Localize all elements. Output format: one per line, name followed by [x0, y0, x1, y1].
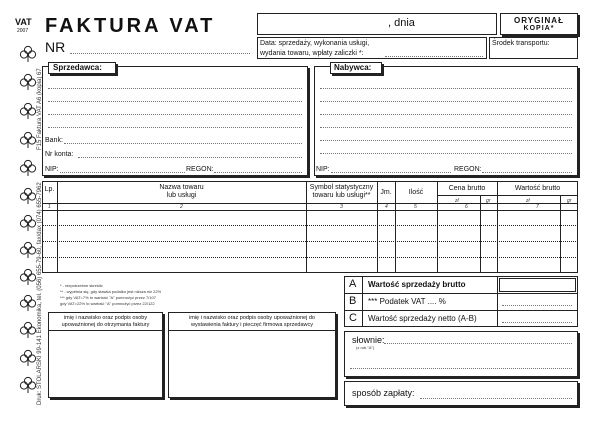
- buyer-box: [314, 63, 578, 176]
- clover-icon: [18, 320, 38, 340]
- buyer-nip-line[interactable]: [331, 172, 451, 173]
- form-code: F15 Faktura VAT A6 (kopia) 67: [37, 68, 43, 150]
- num-6: 6: [465, 204, 468, 210]
- col-symbol: Symbol statystyczny: [309, 184, 374, 191]
- receiver-signature-box[interactable]: [48, 312, 163, 398]
- col-jm: Jm.: [380, 189, 392, 196]
- seller-regon-line[interactable]: [214, 172, 302, 173]
- bank-label: Bank:: [45, 137, 63, 144]
- clover-icon: [18, 72, 38, 92]
- clover-icon: [18, 213, 38, 233]
- total-a-value[interactable]: [499, 278, 576, 292]
- total-c-value[interactable]: [502, 322, 572, 323]
- buyer-line-1[interactable]: [320, 88, 572, 89]
- seller-box: [42, 63, 308, 176]
- sale-date-label: Data: sprzedaży, wykonania usługi,: [260, 40, 370, 47]
- seller-line-1[interactable]: [48, 88, 302, 89]
- clover-icon: [18, 130, 38, 150]
- total-b-letter: B: [349, 295, 357, 307]
- words-line-1[interactable]: [384, 343, 572, 344]
- num-2: 2: [180, 204, 183, 210]
- nr-label: NR: [45, 39, 66, 55]
- num-3: 3: [340, 204, 343, 210]
- original-copy-box: [500, 13, 578, 35]
- note-1: * - niepotrzebne skreślić: [60, 283, 103, 288]
- words-hint: (z rub."A"): [356, 345, 375, 350]
- receiver-signature-label: imię i nazwisko oraz podpis osoby: [63, 315, 148, 321]
- clover-icon: [18, 101, 38, 121]
- vat-label: VAT: [15, 17, 32, 27]
- issuer-signature-label-2: wystawienia faktury i pieczęć firmowa sprzedawcy: [191, 322, 313, 328]
- clover-icon: [18, 267, 38, 287]
- bank-line[interactable]: [64, 143, 302, 144]
- buyer-regon-label: REGON:: [454, 166, 482, 173]
- seller-line-2[interactable]: [48, 101, 302, 102]
- date-field[interactable]: [257, 13, 497, 35]
- num-5: 5: [414, 204, 417, 210]
- price-gr: gr: [486, 198, 491, 204]
- buyer-nip-label: NIP:: [316, 166, 330, 173]
- account-line[interactable]: [78, 157, 302, 158]
- col-name: Nazwa towaru: [159, 184, 204, 191]
- clover-icon: [18, 158, 38, 178]
- num-7: 7: [536, 204, 539, 210]
- copy-label: KOPIA*: [523, 25, 555, 32]
- clover-icon: [18, 186, 38, 206]
- payment-method-label: sposób zapłaty:: [352, 388, 415, 398]
- seller-nip-label: NIP:: [45, 166, 59, 173]
- total-a-label: Wartość sprzedaży brutto: [368, 280, 466, 289]
- clover-icon: [18, 293, 38, 313]
- sale-date-label-2: wydania towaru, wpłaty zaliczki *:: [260, 50, 364, 57]
- account-label: Nr konta:: [45, 151, 74, 158]
- clover-icon: [18, 240, 38, 260]
- total-b-value[interactable]: [502, 305, 572, 306]
- buyer-title: Nabywca:: [334, 63, 372, 72]
- clover-icon: [18, 375, 38, 395]
- seller-regon-label: REGON:: [186, 166, 214, 173]
- issuer-signature-label: imię i nazwisko oraz podpis osoby upoważnionej do: [189, 315, 315, 321]
- total-c-letter: C: [349, 312, 357, 324]
- note-4: gdy VAT=22% to wartość "A" pomnożyć przez 22/122: [60, 301, 155, 306]
- col-value: Wartość brutto: [514, 185, 561, 192]
- words-label: słownie:: [352, 335, 385, 345]
- buyer-line-5[interactable]: [320, 140, 572, 141]
- clover-icon: [18, 348, 38, 368]
- total-b-label: *** Podatek VAT .... %: [368, 297, 446, 306]
- payment-method-line[interactable]: [420, 398, 572, 399]
- buyer-line-2[interactable]: [320, 101, 572, 102]
- original-label: ORYGINAŁ: [514, 16, 564, 25]
- company-info: Druk: STOLARSKI 99-141 Ekonomika, tel. (056) 655-79-60, fax/dax (074) 655-7962: [37, 182, 43, 405]
- total-a-letter: A: [349, 278, 357, 290]
- col-qty: Ilość: [408, 189, 424, 196]
- seller-nip-line[interactable]: [60, 172, 185, 173]
- nr-line[interactable]: [70, 53, 250, 54]
- col-symbol-2: towaru lub usługi**: [312, 192, 371, 199]
- buyer-line-4[interactable]: [320, 127, 572, 128]
- seller-line-3[interactable]: [48, 114, 302, 115]
- words-line-2[interactable]: [350, 368, 572, 369]
- buyer-regon-line[interactable]: [482, 172, 572, 173]
- transport-label: Środek transportu:: [492, 40, 550, 47]
- issuer-signature-box[interactable]: [168, 312, 336, 398]
- note-3: *** gdy VAT=7% to wartość "A" pomnożyć przez 7/107: [60, 295, 156, 300]
- clover-icon: [18, 44, 38, 64]
- price-zl: zł: [455, 198, 459, 204]
- num-1: 1: [48, 204, 51, 210]
- receiver-signature-label-2: upoważnionej do otrzymania faktury: [61, 322, 150, 328]
- date-label: , dnia: [388, 17, 415, 29]
- num-4: 4: [385, 204, 388, 210]
- year-label: 2007: [17, 28, 29, 34]
- note-2: ** - wypełnia się, gdy stawka podatku jest niższa niż 22%: [60, 289, 162, 294]
- total-c-label: Wartość sprzedaży netto (A-B): [368, 314, 477, 323]
- col-lp: Lp.: [44, 186, 55, 193]
- col-name-2: lub usługi: [166, 192, 197, 199]
- buyer-line-3[interactable]: [320, 114, 572, 115]
- buyer-line-6[interactable]: [320, 153, 572, 154]
- invoice-title: FAKTURA VAT: [45, 15, 216, 37]
- sale-date-line[interactable]: [385, 56, 483, 57]
- value-zl: zł: [526, 198, 530, 204]
- col-price: Cena brutto: [448, 185, 486, 192]
- seller-line-4[interactable]: [48, 127, 302, 128]
- seller-title: Sprzedawca:: [53, 63, 102, 72]
- value-gr: gr: [567, 198, 572, 204]
